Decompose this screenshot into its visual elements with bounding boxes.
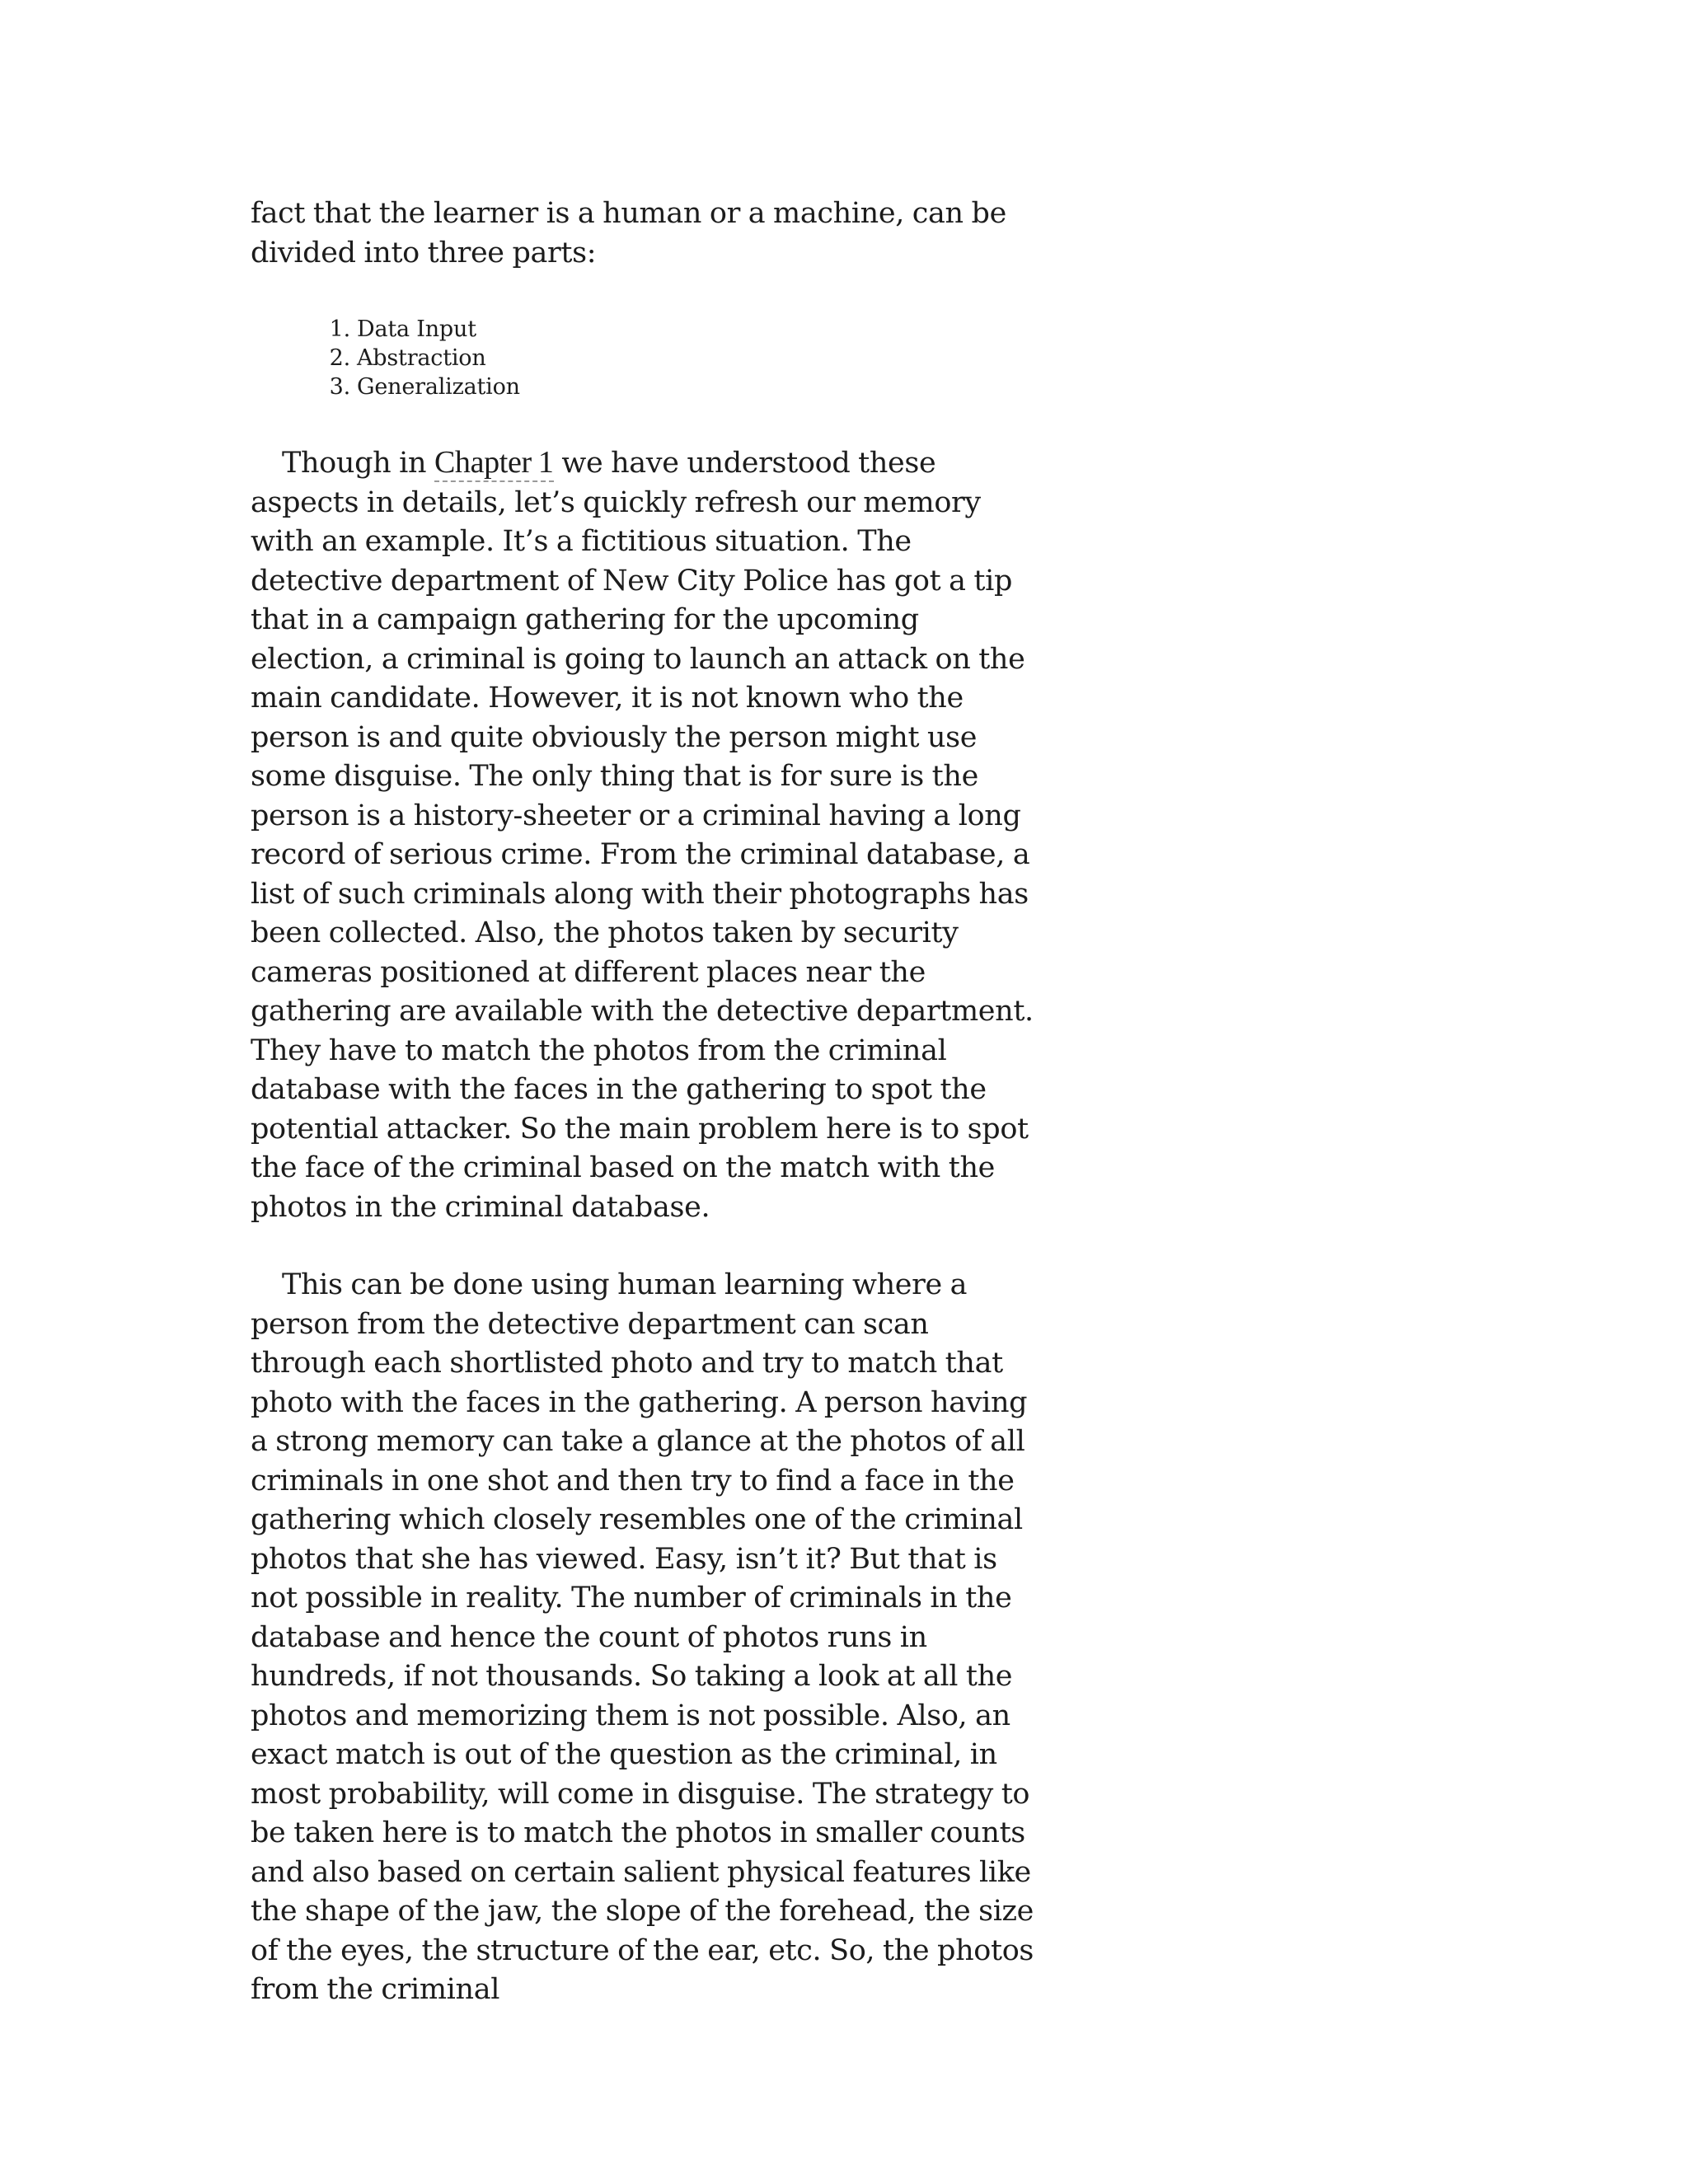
list-number: 3. bbox=[329, 374, 350, 400]
list-label: Data Input bbox=[357, 316, 476, 342]
human-learning-paragraph: This can be done using human learning where a person from the detective department can scan through each shortlisted photo and try to match that photo with the faces in the gathering. A person having a strong memory can take a glance at the photos of all criminals in one shot and then try to find a face in the gathering which closely resembles one of the criminal photos that she has viewed. Easy, isn’t it? But that is not possible in reality. The number of criminals in the database and hence the count of photos runs in hundreds, if not thousands. So taking a look at all the photos and memorizing them is not possible. Also, an exact match is out of the question as the criminal, in most probability, will come in disguise. The strategy to be taken here is to match the photos in smaller counts and also based on certain salient physical features like the shape of the jaw, the slope of the forehead, the size of the eyes, the structure of the ear, etc. So, the photos from the criminal bbox=[251, 1268, 1034, 2006]
list-item bbox=[325, 344, 520, 373]
detective-example-paragraph bbox=[251, 443, 1042, 1227]
paragraph-text: Though in bbox=[282, 447, 434, 480]
paragraph-text: we have understood these aspects in details, let’s quickly refresh our memory with an example. It’s a fictitious situation. The detective department of New City Police has got a tip that in a campaign gathering for the upcoming election, a criminal is going to launch an attack on the main candidate. However, it is not known who the person is and quite obviously the person might use some disguise. The only thing that is for sure is the person is a history-sheeter or a criminal having a long record of serious crime. From the criminal database, a list of such criminals along with their photographs has been collected. Also, the photos taken by security cameras positioned at different places near the gathering are available with the detective department. They have to match the photos from the criminal database with the faces in the gathering to spot the potential attacker. So the main problem here is to spot the face of the criminal based on the match with the photos in the criminal database. bbox=[251, 447, 1034, 1224]
list-number: 1. bbox=[329, 316, 350, 342]
intro-paragraph: fact that the learner is a human or a machine, can be divided into three parts: bbox=[251, 197, 1006, 269]
list-item bbox=[325, 373, 520, 401]
list-label: Abstraction bbox=[357, 345, 486, 371]
list-number: 2. bbox=[329, 345, 350, 371]
chapter-1-link[interactable]: Chapter 1 bbox=[434, 445, 554, 482]
list-label: Generalization bbox=[357, 374, 520, 400]
list-item bbox=[325, 315, 520, 344]
numbered-list bbox=[325, 315, 520, 401]
